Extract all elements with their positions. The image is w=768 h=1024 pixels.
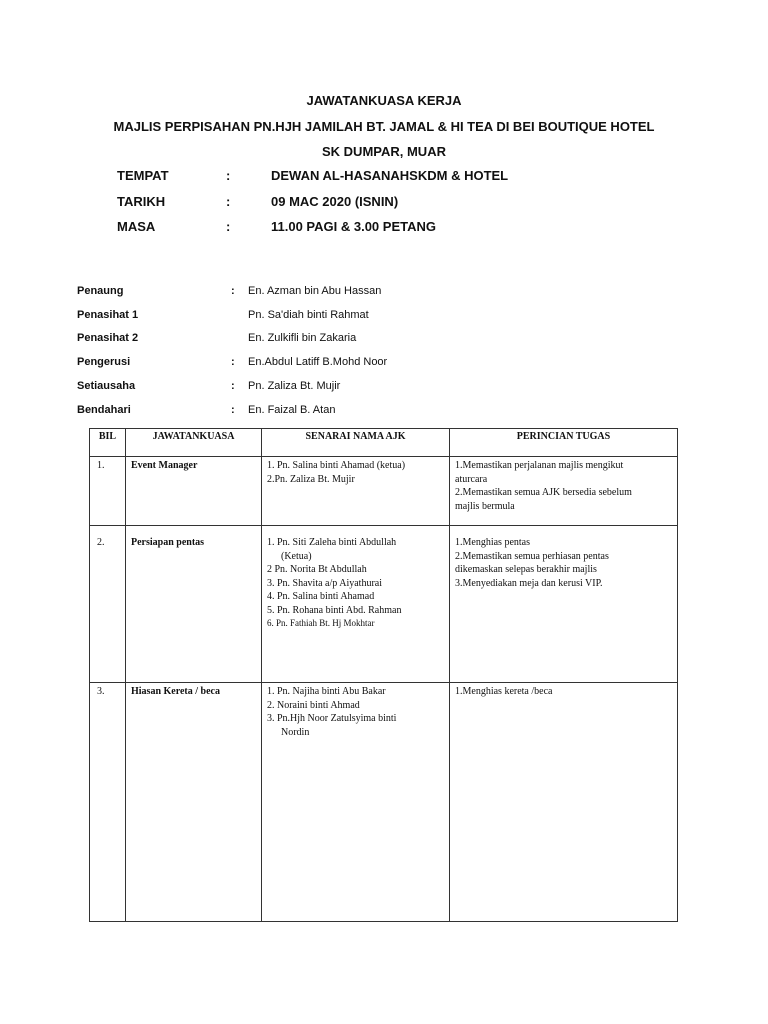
table-row	[90, 683, 678, 922]
tugas-line: aturcara	[455, 473, 488, 485]
committee-colon: :	[231, 380, 235, 392]
ajk-name: 1. Pn. Najiha binti Abu Bakar	[267, 686, 386, 697]
meta-label: TARIKH	[117, 194, 166, 209]
committee-value: En. Azman bin Abu Hassan	[248, 285, 382, 297]
meta-label: TEMPAT	[117, 168, 169, 183]
ajk-name: 2.Pn. Zaliza Bt. Mujir	[267, 473, 355, 485]
event-title: MAJLIS PERPISAHAN PN.HJH JAMILAH BT. JAMAL & HI TEA DI BEI BOUTIQUE HOTEL	[113, 119, 655, 134]
tugas-line: 1.Menghias pentas	[455, 537, 530, 548]
committee-colon: :	[231, 356, 235, 368]
tugas-line: majlis bermula	[455, 500, 515, 512]
ajk-name: (Ketua)	[281, 550, 312, 562]
committee-value: Pn. Sa'diah binti Rahmat	[248, 309, 369, 321]
tugas-line: 3.Menyediakan meja dan kerusi VIP.	[455, 577, 603, 589]
tugas-line: dikemaskan selepas berakhir majlis	[455, 564, 597, 575]
cell-tugas	[450, 457, 678, 526]
ajk-name: 2. Noraini binti Ahmad	[267, 699, 360, 711]
committee-value: En. Zulkifli bin Zakaria	[248, 332, 357, 344]
meta-colon: :	[226, 194, 231, 209]
committee-value: En. Faizal B. Atan	[248, 404, 336, 416]
ajk-name: 5. Pn. Rohana binti Abd. Rahman	[267, 604, 402, 616]
ajk-name: 1. Pn. Siti Zaleha binti Abdullah	[267, 537, 397, 548]
header-jawatankuasa: JAWATANKUASA	[126, 429, 262, 457]
cell-bil: 2.	[90, 526, 126, 683]
meta-label: MASA	[117, 219, 156, 234]
document-title: JAWATANKUASA KERJA	[306, 93, 462, 108]
cell-bil: 1.	[90, 457, 126, 526]
cell-tugas	[450, 683, 678, 922]
committee-value: En.Abdul Latiff B.Mohd Noor	[248, 356, 388, 368]
ajk-name: 2 Pn. Norita Bt Abdullah	[267, 564, 367, 575]
ajk-name: 1. Pn. Salina binti Ahamad (ketua)	[267, 460, 406, 471]
cell-jawatankuasa: Hiasan Kereta / beca	[126, 683, 262, 922]
meta-colon: :	[226, 168, 231, 183]
cell-ajk	[262, 683, 450, 922]
header-bil: BIL	[90, 429, 126, 457]
header-senarai-nama-ajk: SENARAI NAMA AJK	[262, 429, 450, 457]
meta-value: 09 MAC 2020 (ISNIN)	[271, 194, 399, 209]
ajk-name: 3. Pn.Hjh Noor Zatulsyima binti	[267, 713, 397, 724]
ajk-name: 6. Pn. Fathiah Bt. Hj Mokhtar	[267, 618, 375, 628]
ajk-name: Nordin	[281, 726, 310, 738]
ajk-name: 4. Pn. Salina binti Ahamad	[267, 591, 375, 602]
ajk-name: 3. Pn. Shavita a/p Aiyathurai	[267, 577, 382, 589]
meta-value: DEWAN AL-HASANAHSKDM & HOTEL	[271, 168, 509, 183]
meta-value: 11.00 PAGI & 3.00 PETANG	[271, 219, 436, 234]
committee-label: Penasihat 1	[77, 309, 139, 321]
table-header-row	[90, 429, 678, 457]
cell-jawatankuasa: Event Manager	[126, 457, 262, 526]
cell-ajk	[262, 457, 450, 526]
cell-bil: 3.	[90, 683, 126, 922]
cell-jawatankuasa: Persiapan pentas	[126, 526, 262, 683]
cell-ajk	[262, 526, 450, 683]
committee-label: Penaung	[77, 285, 124, 297]
table-row	[90, 526, 678, 683]
table-row	[90, 457, 678, 526]
tugas-line: 1.Menghias kereta /beca	[455, 686, 553, 697]
header-perincian-tugas: PERINCIAN TUGAS	[450, 429, 678, 457]
committee-label: Bendahari	[77, 404, 131, 416]
cell-tugas	[450, 526, 678, 683]
committee-label: Pengerusi	[77, 356, 131, 368]
committee-value: Pn. Zaliza Bt. Mujir	[248, 380, 341, 392]
duty-table	[89, 428, 678, 922]
meta-colon: :	[226, 219, 231, 234]
tugas-line: 2.Memastikan semua perhiasan pentas	[455, 550, 609, 562]
school-name: SK DUMPAR, MUAR	[322, 144, 446, 159]
committee-label: Penasihat 2	[77, 332, 139, 344]
committee-label: Setiausaha	[77, 380, 136, 392]
tugas-line: 2.Memastikan semua AJK bersedia sebelum	[455, 487, 632, 498]
tugas-line: 1.Memastikan perjalanan majlis mengikut	[455, 460, 624, 471]
committee-colon: :	[231, 285, 235, 297]
committee-colon: :	[231, 404, 235, 416]
